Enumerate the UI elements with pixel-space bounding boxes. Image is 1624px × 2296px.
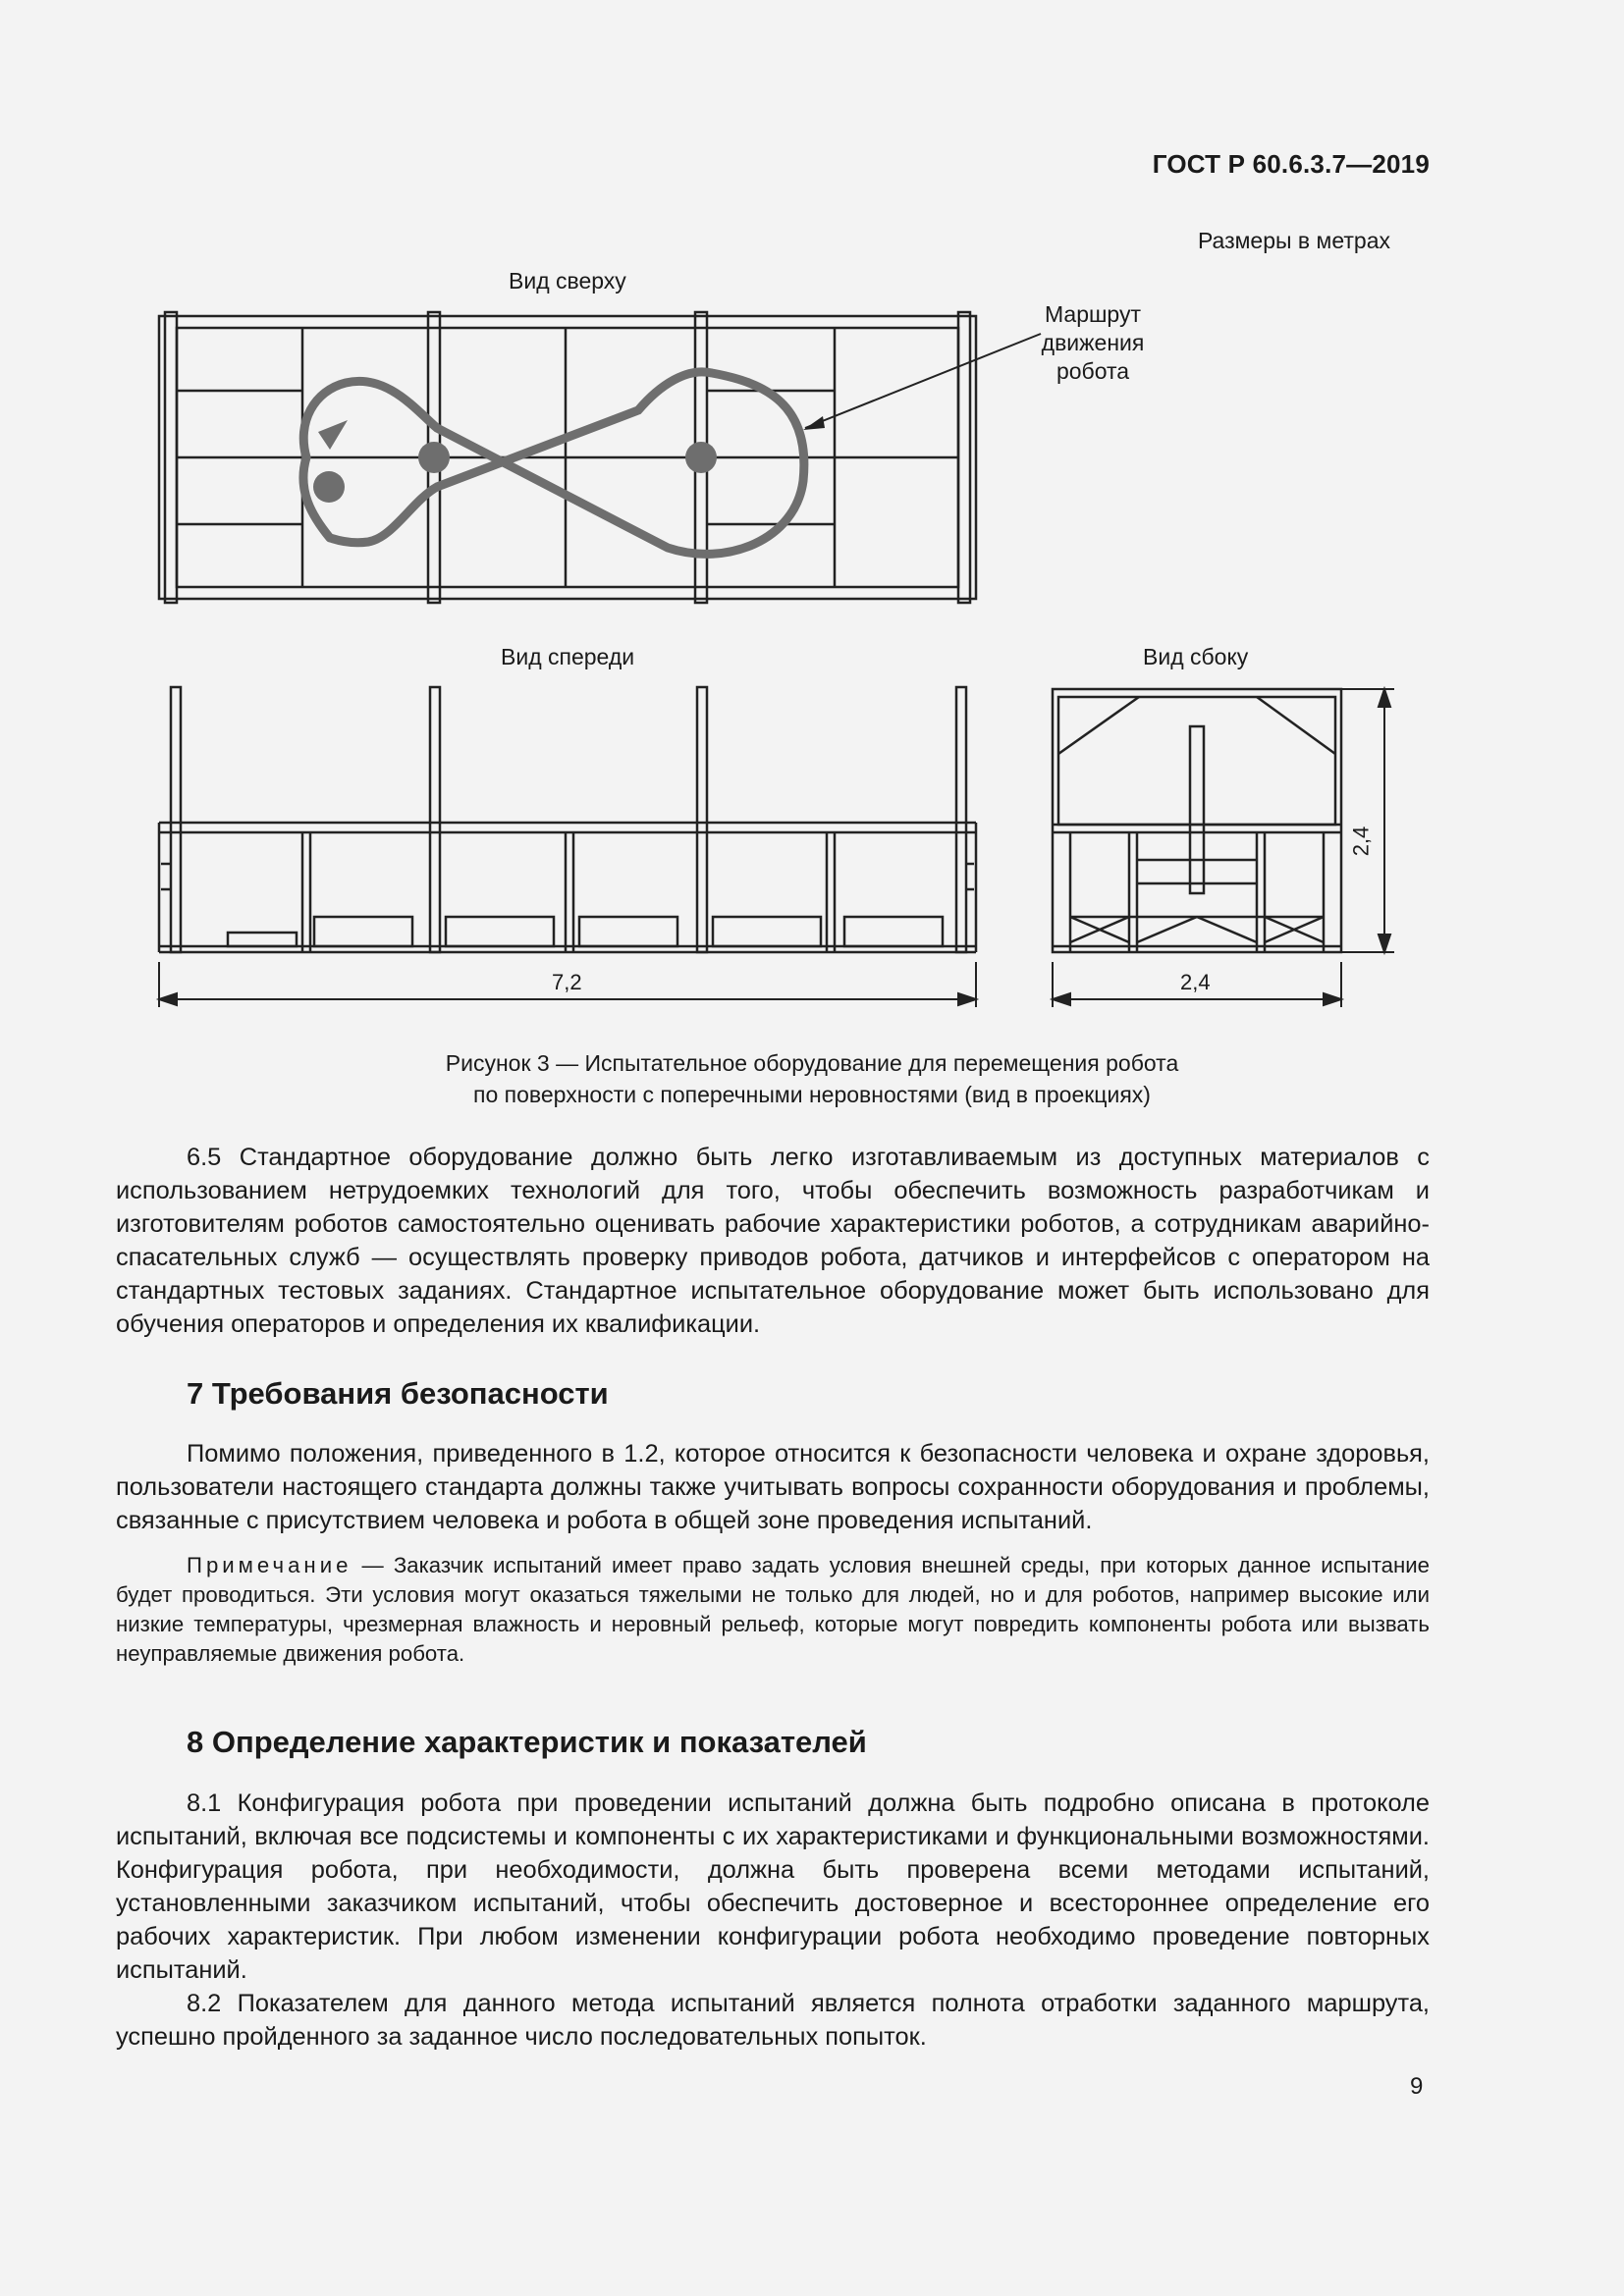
front-view-frame: [159, 687, 976, 952]
figure-caption-line1: Рисунок 3 — Испытательное оборудование для перемещения робота: [445, 1050, 1179, 1076]
height-dimension-label: 2,4: [1348, 826, 1374, 857]
waypoint-right: [685, 442, 717, 473]
section-7-note: [116, 1551, 1430, 1669]
test-rig-drawing: [0, 0, 1624, 1041]
section-7-body: [116, 1437, 1430, 1537]
section-7-paragraph: Помимо положения, приведенного в 1.2, которое относится к безопасности человека и охране здоровья, пользователи настоящего стандарта должны также учитывать вопросы сохранности оборудования и проблемы, связанные с присутствием человека и робота в общей зоне проведения испытаний.: [116, 1440, 1430, 1534]
paragraph-6-5-block: [116, 1141, 1430, 1341]
paragraph-6-5: 6.5 Стандартное оборудование должно быть легко изготавливаемым из доступных материалов с использованием нетрудоемких технологий для того, чтобы обеспечить возможность разработчикам и изготовителям роботов самостоятельно оценивать рабочие характеристики роботов, а сотрудникам аварийно-спасательных служб — осуществлять проверку приводов робота, датчиков и интерфейсов с оператором на стандартных тестовых заданиях. Стандартное испытательное оборудование может быть использовано для обучения операторов и определения их квалификации.: [116, 1144, 1430, 1338]
route-leader: [803, 334, 1041, 430]
figure-caption: [0, 1047, 1624, 1110]
robot-route-path: [303, 372, 804, 555]
waypoint-left: [418, 442, 450, 473]
document-code: ГОСТ Р 60.6.3.7—2019: [1152, 149, 1430, 179]
note-label: Примечание: [187, 1553, 352, 1577]
side-view-frame: [1053, 689, 1341, 952]
dimensions-note: Размеры в метрах: [1197, 228, 1390, 253]
top-view-frame: [159, 312, 976, 603]
side-view-label: Вид сбоку: [1143, 644, 1249, 669]
paragraph-8-2: 8.2 Показателем для данного метода испытаний является полнота отработки заданного маршрута, успешно пройденного за заданное число последовательных попыток.: [116, 1990, 1430, 2051]
route-label-line3: робота: [1056, 358, 1130, 384]
section-8-body: [116, 1787, 1430, 2054]
route-label-line2: движения: [1041, 330, 1145, 355]
route-start-point: [313, 471, 345, 503]
figure-caption-line2: по поверхности с поперечными неровностями (вид в проекциях): [473, 1082, 1151, 1107]
route-arrowhead: [318, 420, 348, 450]
section-8-title: 8 Определение характеристик и показателей: [187, 1725, 867, 1759]
route-line: [303, 372, 804, 555]
height-dimension: [1341, 689, 1394, 952]
width-dimension-label: 2,4: [1180, 970, 1211, 994]
front-view-label: Вид спереди: [501, 644, 635, 669]
top-view-label: Вид сверху: [509, 268, 626, 294]
length-dimension-label: 7,2: [552, 970, 582, 994]
page-number: 9: [1410, 2073, 1424, 2100]
paragraph-8-1: 8.1 Конфигурация робота при проведении испытаний должна быть подробно описана в протоколе испытаний, включая все подсистемы и компоненты с их характеристиками и функциональными возможностями. Конфигурация робота, при необходимости, должна быть проверена всеми методами испытаний, установленными заказчиком испытаний, чтобы обеспечить достоверное и всестороннее определение его рабочих характеристик. При любом изменении конфигурации робота необходимо проведение повторных испытаний.: [116, 1789, 1430, 1984]
section-7-title: 7 Требования безопасности: [187, 1376, 609, 1411]
route-label-line1: Маршрут: [1044, 301, 1142, 327]
note-text: — Заказчик испытаний имеет право задать условия внешней среды, при которых данное испытание будет проводиться. Эти условия могут оказаться тяжелыми не только для людей, но и для роботов, например высокие или низкие температуры, чрезмерная влажность и неровный рельеф, которые могут повредить компоненты робота или вызвать неуправляемые движения робота.: [116, 1553, 1430, 1666]
